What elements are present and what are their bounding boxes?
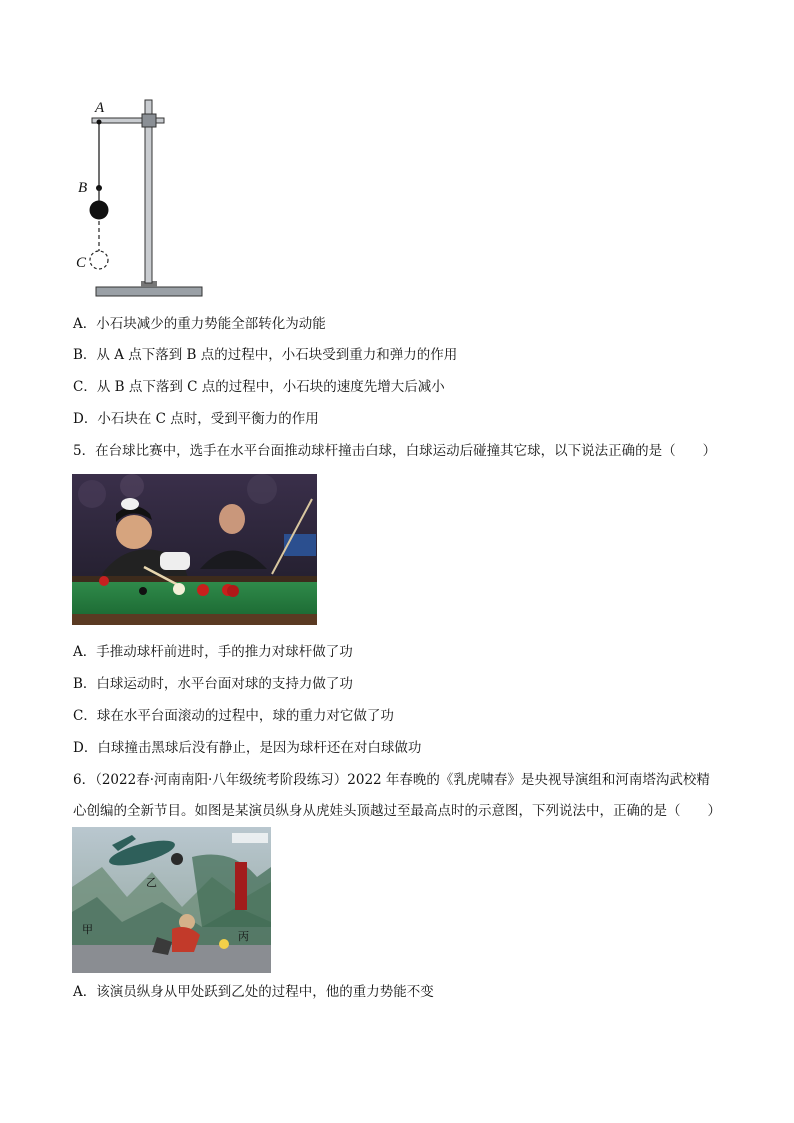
q4-option-b: B．从 A 点下落到 B 点的过程中，小石块受到重力和弹力的作用 [73,347,458,363]
snooker-photo [72,474,317,625]
q4-option-a: A．小石块减少的重力势能全部转化为动能 [73,316,326,332]
photo-label-bing: 丙 [238,930,249,943]
photo-label-yi: 乙 [146,876,157,889]
label-a: A [95,100,105,116]
q5-option-a: A．手推动球杆前进时，手的推力对球杆做了功 [73,644,353,660]
point-a-dot [97,120,102,125]
performance-photo [72,827,271,973]
q6-stem-line2: 心创编的全新节目。如图是某演员纵身从虎娃头顶越过至最高点时的示意图，下列说法中，正确的是（ ） [73,803,721,819]
label-c: C [76,255,87,271]
q5-option-d: D．白球撞击黑球后没有静止，是因为球杆还在对白球做功 [73,740,422,756]
stand-base [96,287,202,296]
performance-photo-svg [72,827,271,973]
q6-option-a: A．该演员纵身从甲处跃到乙处的过程中，他的重力势能不变 [73,984,434,1000]
stone-ball [90,201,109,220]
stand-clamp [142,114,156,127]
q6-stem-line1: 6．（2022春·河南南阳·八年级统考阶段练习）2022 年春晚的《乳虎啸春》是央视导演组和河南塔沟武校精 [73,772,710,788]
q4-option-d: D．小石块在 C 点时，受到平衡力的作用 [73,411,319,427]
q4-option-c: C．从 B 点下落到 C 点的过程中，小石块的速度先增大后减小 [73,379,445,395]
stone-ball-lowest-dashed [90,251,108,269]
q5-stem: 5．在台球比赛中，选手在水平台面推动球杆撞击白球，白球运动后碰撞其它球，以下说法正确的是（ ） [73,443,717,459]
stand-diagram [74,95,214,305]
q5-option-b: B．白球运动时，水平台面对球的支持力做了功 [73,676,353,692]
label-b: B [78,180,88,196]
snooker-photo-svg [72,474,317,625]
stand-diagram-svg [74,95,214,305]
q5-option-c: C．球在水平台面滚动的过程中，球的重力对它做了功 [73,708,394,724]
photo-label-jia: 甲 [82,923,93,936]
